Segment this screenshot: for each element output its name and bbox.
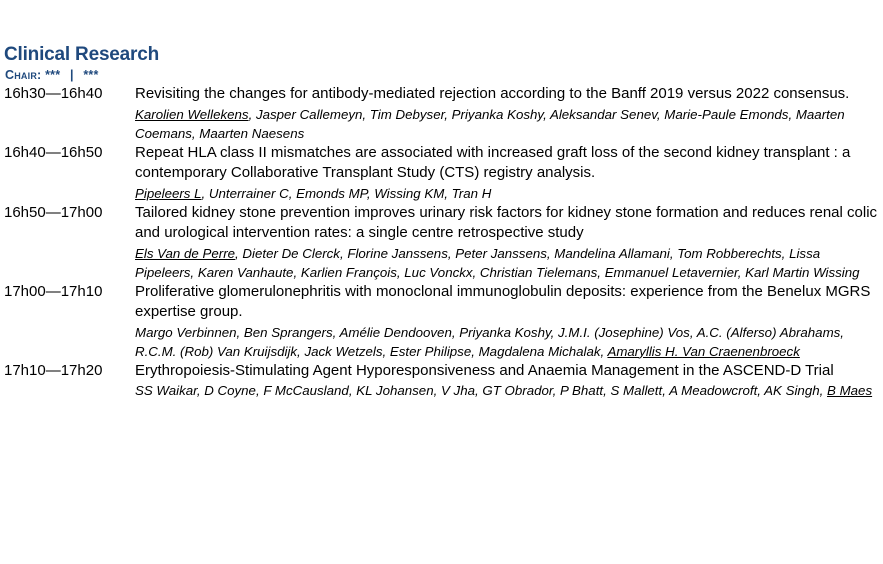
session-title: Proliferative glomerulonephritis with monoclonal immunoglobulin deposits: experience from the Benelux MGRS expertise group. [135, 282, 871, 320]
authors-after: , Unterrainer C, Emonds MP, Wissing KM, Tran H [201, 185, 492, 201]
program-section [4, 44, 880, 400]
chair-separator: | [69, 68, 74, 82]
presenting-author: B Maes [827, 383, 873, 398]
authors-before: SS Waikar, D Coyne, F McCausland, KL Johansen, V Jha, GT Obrador, P Bhatt, S Mallett, A Meadowcroft, AK Singh, [135, 383, 828, 398]
session-authors [135, 244, 880, 282]
session-content [135, 84, 880, 143]
authors-after: , Jasper Callemeyn, Tim Debyser, Priyanka Koshy, Aleksandar Senev, Marie-Paule Emonds, Maarten Coemans, Maarten Naesens [135, 106, 845, 141]
presenting-author: Pipeleers L [135, 185, 202, 201]
presenting-author: Els Van de Perre [135, 245, 236, 261]
presenting-author: Karolien Wellekens [135, 106, 249, 122]
authors-after: , Dieter De Clerck, Florine Janssens, Peter Janssens, Mandelina Allamani, Tom Robberechts, Lissa Pipeleers, Karen Vanhaute, Karlien François, Luc Vonckx, Christian Tielemans, Emmanuel Letavernier, Karl Martin Wissing [135, 245, 860, 280]
session-authors [135, 323, 880, 361]
session-authors [135, 381, 880, 400]
session-time: 16h40—16h50 [4, 143, 103, 161]
chair-line [5, 68, 880, 82]
session-time: 16h30—16h40 [4, 85, 103, 102]
session-content [135, 282, 880, 361]
presenting-author: Amaryllis H. Van Craenenbroeck [607, 343, 800, 359]
session-entry [4, 282, 880, 361]
session-entry [4, 84, 880, 143]
session-authors [135, 105, 880, 143]
session-content [135, 203, 880, 282]
session-title: Erythropoiesis-Stimulating Agent Hyporesponsiveness and Anaemia Management in the ASCEND-D Trial [135, 361, 834, 379]
session-title: Revisiting the changes for antibody-mediated rejection according to the Banff 2019 versus 2022 consensus. [135, 85, 850, 102]
session-entry [4, 203, 880, 282]
session-time: 17h10—17h20 [4, 361, 103, 379]
session-authors [135, 184, 880, 203]
chair-label: Chair: [5, 68, 42, 82]
chair-value-1: *** [45, 68, 61, 82]
session-time: 17h00—17h10 [4, 282, 103, 300]
session-title: Tailored kidney stone prevention improves urinary risk factors for kidney stone formation and reduces renal colic and urological intervention rates: a single centre retrospective study [135, 203, 878, 241]
chair-value-2: *** [83, 68, 99, 82]
session-time: 16h50—17h00 [4, 203, 103, 221]
authors-before: Margo Verbinnen, Ben Sprangers, Amélie Dendooven, Priyanka Koshy, J.M.I. (Josephine) Vos, A.C. (Alferso) Abrahams, R.C.M. (Rob) Van Kruijsdijk, Jack Wetzels, Ester Philipse, Magdalena Michalak, [135, 324, 844, 359]
session-content [135, 361, 880, 401]
session-entry [4, 361, 880, 401]
section-title: Clinical Research [4, 44, 160, 65]
session-title: Repeat HLA class II mismatches are associated with increased graft loss of the second kidney transplant : a contemporary Collaborative Transplant Study (CTS) registry analysis. [135, 143, 851, 181]
session-entry [4, 143, 880, 203]
session-content [135, 143, 880, 203]
